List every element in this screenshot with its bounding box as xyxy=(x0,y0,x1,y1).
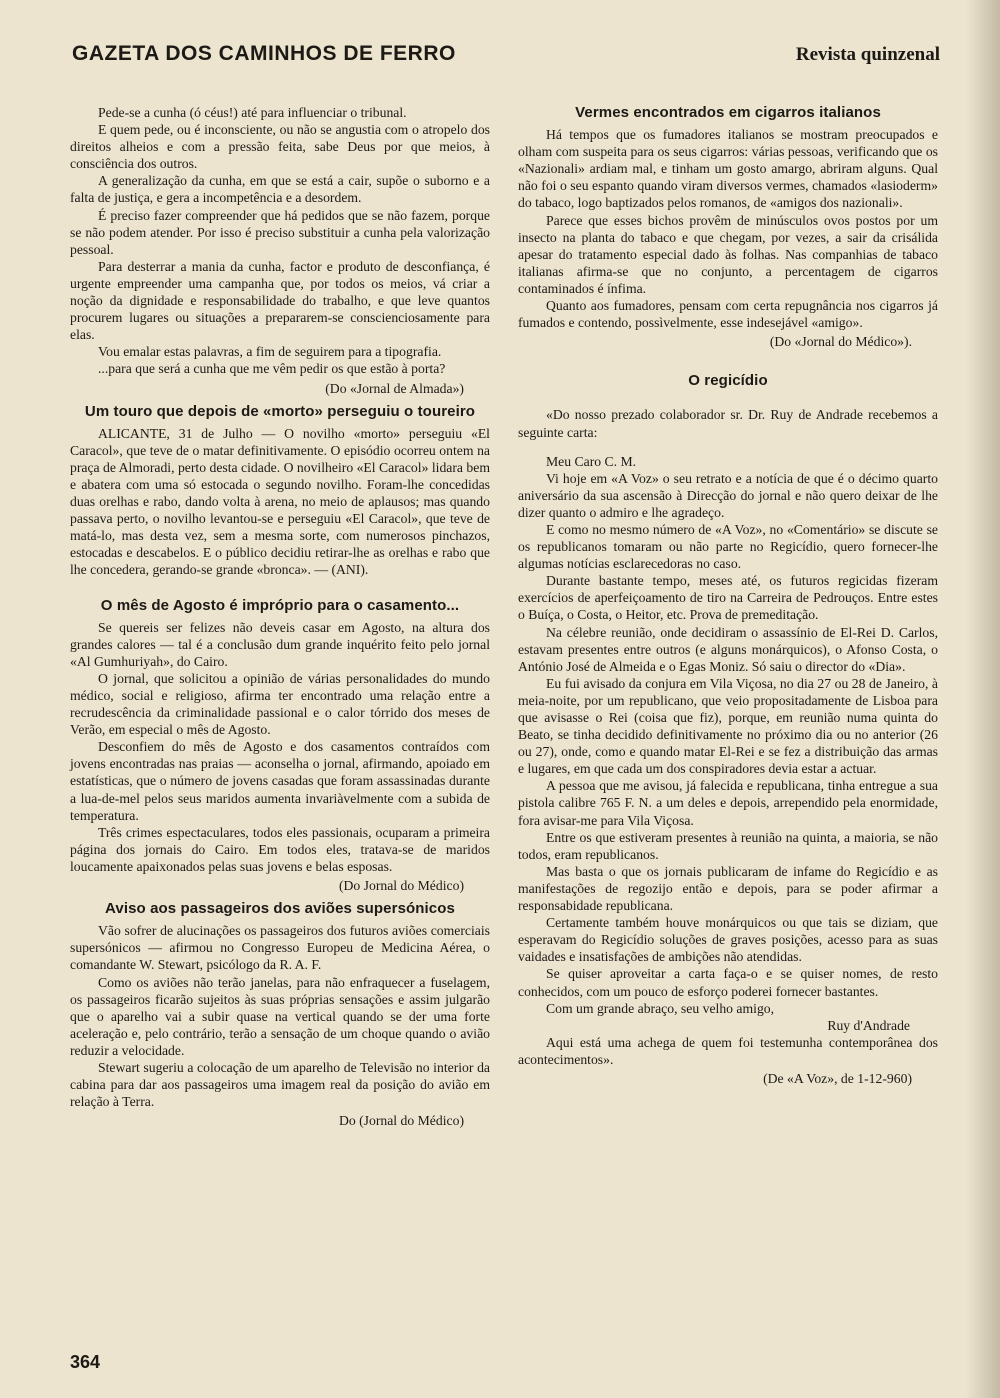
paragraph: Desconfiem do mês de Agosto e dos casamentos contraídos com jovens encontradas nas praias — aconselha o jornal, afirmando, apoiado em estatísticas, que o número de jovens casadas que foram assassinadas durante a lua-de-mel pelos seus maridos aumenta invariàvelmente com a subida de temperatura. xyxy=(70,739,490,823)
page-header-subtitle: Revista quinzenal xyxy=(795,44,940,65)
paragraph: Parece que esses bichos provêm de minúsculos ovos postos por um insecto na planta do tabaco e que chegam, por vezes, a sair da crisálida apesar do tratamento especial dado às folhas. Nas companhias de tabaco italianas afirma-se que no conjunto, a percentagem de cigarros contaminados é ínfima. xyxy=(518,212,938,296)
paragraph: ALICANTE, 31 de Julho — O novilho «morto» perseguiu «El Caracol», que teve de o matar definitivamente. O episódio ocorreu ontem na praça de Almoradi, perto desta cidade. O novilheiro «El Caracol» lidara bem e abatera com uma só estocada o segundo novilho. Foram-lhe concedidas duas orelhas e rabo, dando volta à arena, no meio de aplausos; mas quando passava perto, o novilho levantou-se e perseguiu «El Caracol», que teve de matá-lo, mas desta vez, sem a mesma sorte, com numerosos pinchazos, estocadas e descabelos. E o público decidiu retirar-lhe as orelhas e rabo que lhe concedera, gerando-se grande «bronca». — (ANI). xyxy=(70,425,490,578)
paragraph: «Do nosso prezado colaborador sr. Dr. Ruy de Andrade recebemos a seguinte carta: xyxy=(518,407,938,440)
paragraph: Há tempos que os fumadores italianos se mostram preocupados e olham com suspeita para os seus cigarros: várias pessoas, verificando que os «Nazionali» ardiam mal, e tinham um gosto amargo, abriram alguns. Qual não foi o seu espanto quando viram diversos vermes, chamados «lasioderm» do tabaco, logo baptizados pelos romanos, de «amigos dos nazionali». xyxy=(518,127,938,211)
page-header-title: GAZETA DOS CAMINHOS DE FERRO xyxy=(72,42,456,65)
paragraph: Aqui está uma achega de quem foi testemunha contemporânea dos acontecimentos». xyxy=(518,1034,938,1067)
paragraph: A generalização da cunha, em que se está a cair, supõe o suborno e a falta de justiça, e gera a incompetência e a desordem. xyxy=(70,173,490,206)
paragraph: Como os aviões não terão janelas, para não enfraquecer a fuselagem, os passageiros ficarão sujeitos às suas próprias sensações e assim julgarão que o aparelho vai a subir quase na vertical quando se der uma forte aceleração e, pelo contrário, terão a sensação de um choque quando o avião reduzir a velocidade. xyxy=(70,974,490,1058)
paragraph: O jornal, que solicitou a opinião de várias personalidades do mundo médico, social e religioso, afirma ter encontrado uma relação entre a recrudescência da criminalidade passional e o calor tórrido dos meses de Verão, em especial o mês de Agosto. xyxy=(70,670,490,738)
paragraph: Eu fui avisado da conjura em Vila Viçosa, no dia 27 ou 28 de Janeiro, à meia-noite, por um republicano, que veio propositadamente de Lisboa para que avisasse o Rei (coisa que fiz), porque, em reunião numa quinta do Beato, se tinha decidido definitivamente no próximo dia ou no anterior (26 ou 27), onde, como e quando matar El-Rei e se fez a distribuição das armas e lugares, em que cada um dos conspiradores devia estar a actuar. xyxy=(518,675,938,777)
paragraph: Para desterrar a mania da cunha, factor e produto de desconfiança, é urgente empreender uma campanha que, por todos os meios, vá criar a noção da dignidade e responsabilidade do trabalho, e que leve quantos procurem lugares ou situações a prepararem-se conscienciosamente para elas. xyxy=(70,258,490,343)
article-heading: Vermes encontrados em cigarros italianos xyxy=(575,104,881,121)
paragraph: Se quiser aproveitar a carta faça-o e se quiser nomes, de resto conhecidos, com um pouco de esforço poderei fornecer bastantes. xyxy=(518,966,938,999)
source-credit: (Do «Jornal do Médico»). xyxy=(769,334,912,350)
page-number: 364 xyxy=(70,1352,101,1372)
paragraph: Vou emalar estas palavras, a fim de seguirem para a tipografia. xyxy=(98,344,442,360)
paragraph: Na célebre reunião, onde decidiram o assassínio de El-Rei D. Carlos, estavam presentes entre outros (e alguns monárquicos), o Afonso Costa, o António José de Almeida e o Egas Moniz. Só saiu o director do «Dia». xyxy=(518,624,938,674)
letter-salutation: Meu Caro C. M. xyxy=(546,453,637,469)
paragraph: Três crimes espectaculares, todos eles passionais, ocuparam a primeira página dos jornais do Cairo. Em todos eles, tratava-se de maridos loucamente apaixonados pelas suas jovens e belas esposas. xyxy=(70,824,490,874)
source-credit: (Do «Jornal de Almada») xyxy=(325,380,464,396)
paragraph: Pede-se a cunha (ó céus!) até para influenciar o tribunal. xyxy=(98,105,407,120)
paragraph: A pessoa que me avisou, já falecida e republicana, tinha entregue a sua pistola calibre 765 F. N. a um deles e depois, arrependido pela enormidade, fora avisar-me para Vila Viçosa. xyxy=(518,778,938,828)
paragraph: Entre os que estiveram presentes à reunião na quinta, a maioria, se não todos, eram republicanos. xyxy=(518,829,938,862)
letter-signature: Ruy d'Andrade xyxy=(827,1017,910,1033)
paragraph: Mas basta o que os jornais publicaram de infame do Regicídio e as manifestações de regozijo então e depois, para se poder afirmar a responsabidade republicana. xyxy=(518,863,938,914)
paragraph: Durante bastante tempo, meses até, os futuros regicidas fizeram exercícios de aperfeiçoamento de tiro na Carreira de Pedrouços. Entre estes o Buíça, o Costa, o Heitor, etc. Prova de premeditação. xyxy=(518,573,938,623)
source-credit: (De «A Voz», de 1-12-960) xyxy=(763,1070,912,1086)
paragraph: Stewart sugeriu a colocação de um aparelho de Televisão no interior da cabina para dar aos passageiros uma imagem real da posição do avião em relação à Terra. xyxy=(70,1059,490,1110)
article-heading: Um touro que depois de «morto» perseguiu o toureiro xyxy=(84,402,476,420)
article-heading: O regicídio xyxy=(688,372,768,390)
article-heading: O mês de Agosto é impróprio para o casamento... xyxy=(100,596,460,614)
right-column xyxy=(518,104,938,1091)
paragraph: Com um grande abraço, seu velho amigo, xyxy=(546,1000,775,1016)
paragraph: Se quereis ser felizes não deveis casar em Agosto, na altura dos grandes calores — tal é a conclusão dum grande inquérito feito pelo jornal «Al Gumhuriyah», do Cairo. xyxy=(70,619,490,669)
paragraph: É preciso fazer compreender que há pedidos que se não fazem, porque se não podem atender. Por isso é preciso substituir a cunha pela valorização pessoal. xyxy=(70,207,490,257)
paragraph: Quanto aos fumadores, pensam com certa repugnância nos cigarros já fumados e contendo, possìvelmente, esse indesejável «amigo». xyxy=(518,298,938,331)
paragraph: E como no mesmo número de «A Voz», no «Comentário» se discute se os republicanos tomaram ou não parte no Regicídio, quero fornecer-lhe algumas notícias esclarecedoras no caso. xyxy=(518,521,938,572)
article-heading: Aviso aos passageiros dos aviões supersónicos xyxy=(105,900,455,918)
page-binding-shadow xyxy=(966,0,1000,1398)
left-column xyxy=(70,104,490,1133)
paragraph: Vão sofrer de alucinações os passageiros dos futuros aviões comerciais supersónicos — afirmou no Congresso Europeu de Medicina Aérea, o comandante W. Stewart, psicólogo da R. A. F. xyxy=(70,923,490,973)
source-credit: Do (Jornal do Médico) xyxy=(338,1113,464,1129)
source-credit: (Do Jornal do Médico) xyxy=(338,878,464,894)
paragraph: E quem pede, ou é inconsciente, ou não se angustia com o atropelo dos direitos alheios e com a pressão feita, sabe Deus por que meios, à consciência dos outros. xyxy=(70,122,490,172)
paragraph: Certamente também houve monárquicos ou que tais se diziam, que esperavam do Regicídio soluções de graves posições, acesso para as suas vaidades e insatisfações de ambições não atendidas. xyxy=(518,915,938,965)
paragraph: Vi hoje em «A Voz» o seu retrato e a notícia de que é o décimo quarto aniversário da sua ascensão à Direcção do jornal e não quero deixar de lhe dizer quanto o admiro e lhe agradeço. xyxy=(518,470,938,520)
paragraph: ...para que será a cunha que me vêm pedir os que estão à porta? xyxy=(98,361,446,377)
